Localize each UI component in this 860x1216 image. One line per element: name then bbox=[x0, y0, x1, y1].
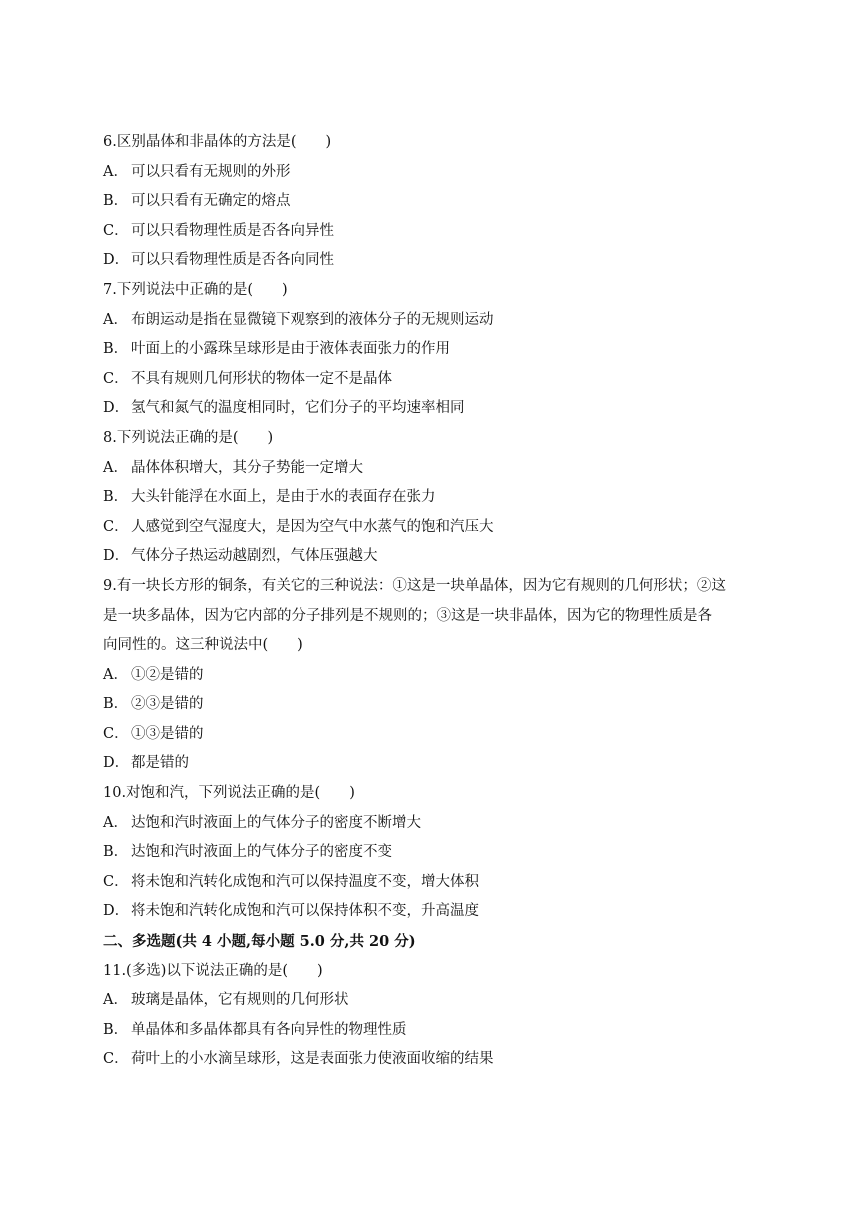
option-text: 晶体体积增大，其分子势能一定增大 bbox=[131, 459, 363, 476]
option-letter: B． bbox=[103, 193, 129, 210]
option-text: 荷叶上的小水滴呈球形，这是表面张力使液面收缩的结果 bbox=[131, 1051, 494, 1068]
option-text: 可以只看物理性质是否各向异性 bbox=[131, 222, 334, 239]
section-heading: 二、多选题(共 4 小题,每小题 5.0 分,共 20 分) bbox=[103, 933, 416, 951]
option-text: 布朗运动是指在显微镜下观察到的液体分子的无规则运动 bbox=[131, 311, 494, 328]
option-text: ②③是错的 bbox=[131, 696, 204, 713]
question-stem-line: 9.有一块长方形的铜条，有关它的三种说法：①这是一块单晶体，因为它有规则的几何形状；②这 bbox=[103, 577, 726, 594]
option-letter: D． bbox=[103, 903, 130, 920]
option-letter: A． bbox=[103, 163, 128, 180]
option-a bbox=[103, 809, 763, 839]
option-c bbox=[103, 720, 763, 750]
option-b bbox=[103, 1016, 763, 1046]
option-text: 玻璃是晶体，它有规则的几何形状 bbox=[131, 992, 349, 1009]
option-letter: C． bbox=[103, 222, 129, 239]
question-stem: 7.下列说法中正确的是( ) bbox=[103, 281, 288, 298]
option-text: 达饱和汽时液面上的气体分子的密度不断增大 bbox=[131, 814, 421, 831]
option-letter: A． bbox=[103, 992, 128, 1009]
question-stem: 11.(多选)以下说法正确的是( ) bbox=[103, 962, 323, 979]
option-letter: C． bbox=[103, 518, 129, 535]
option-letter: D． bbox=[103, 755, 130, 772]
option-a bbox=[103, 986, 763, 1016]
option-b bbox=[103, 838, 763, 868]
option-a bbox=[103, 661, 763, 691]
option-c bbox=[103, 1045, 763, 1075]
option-text: 叶面上的小露珠呈球形是由于液体表面张力的作用 bbox=[131, 341, 450, 358]
option-letter: A． bbox=[103, 666, 128, 683]
option-a bbox=[103, 454, 763, 484]
option-letter: A． bbox=[103, 814, 128, 831]
option-d bbox=[103, 749, 763, 779]
option-letter: C． bbox=[103, 873, 129, 890]
option-letter: D． bbox=[103, 548, 130, 565]
option-text: ①③是错的 bbox=[131, 725, 204, 742]
option-a bbox=[103, 158, 763, 188]
question-stem-line: 是一块多晶体，因为它内部的分子排列是不规则的；③这是一块非晶体，因为它的物理性质是各 bbox=[103, 607, 712, 624]
question-list bbox=[103, 128, 763, 1075]
option-text: 不具有规则几何形状的物体一定不是晶体 bbox=[131, 370, 392, 387]
option-letter: C． bbox=[103, 1051, 129, 1068]
option-text: 大头针能浮在水面上，是由于水的表面存在张力 bbox=[131, 489, 436, 506]
option-c bbox=[103, 217, 763, 247]
option-b bbox=[103, 690, 763, 720]
option-text: 单晶体和多晶体都具有各向异性的物理性质 bbox=[131, 1021, 407, 1038]
option-a bbox=[103, 306, 763, 336]
option-letter: B． bbox=[103, 341, 129, 358]
option-c bbox=[103, 365, 763, 395]
option-c bbox=[103, 868, 763, 898]
option-text: 氢气和氮气的温度相同时，它们分子的平均速率相同 bbox=[131, 400, 465, 417]
question-stem: 8.下列说法正确的是( ) bbox=[103, 429, 274, 446]
question-stem: 10.对饱和汽，下列说法正确的是( ) bbox=[103, 785, 355, 802]
option-letter: B． bbox=[103, 489, 129, 506]
option-letter: D． bbox=[103, 252, 130, 269]
option-text: 人感觉到空气湿度大，是因为空气中水蒸气的饱和汽压大 bbox=[131, 518, 494, 535]
option-letter: B． bbox=[103, 1021, 129, 1038]
option-letter: A． bbox=[103, 459, 128, 476]
option-d bbox=[103, 897, 763, 927]
option-text: 将未饱和汽转化成饱和汽可以保持体积不变，升高温度 bbox=[131, 903, 479, 920]
option-b bbox=[103, 187, 763, 217]
option-letter: B． bbox=[103, 844, 129, 861]
option-text: 都是错的 bbox=[131, 755, 189, 772]
option-text: ①②是错的 bbox=[131, 666, 204, 683]
option-letter: C． bbox=[103, 725, 129, 742]
option-text: 达饱和汽时液面上的气体分子的密度不变 bbox=[131, 844, 392, 861]
option-text: 可以只看有无规则的外形 bbox=[131, 163, 291, 180]
option-text: 可以只看有无确定的熔点 bbox=[131, 193, 291, 210]
question-stem: 6.区别晶体和非晶体的方法是( ) bbox=[103, 134, 332, 150]
option-d bbox=[103, 394, 763, 424]
option-letter: D． bbox=[103, 400, 130, 417]
option-text: 将未饱和汽转化成饱和汽可以保持温度不变，增大体积 bbox=[131, 873, 479, 890]
option-b bbox=[103, 335, 763, 365]
option-text: 可以只看物理性质是否各向同性 bbox=[131, 252, 334, 269]
question-stem-line: 向同性的。这三种说法中( ) bbox=[103, 637, 303, 654]
option-letter: A． bbox=[103, 311, 128, 328]
option-b bbox=[103, 483, 763, 513]
option-d bbox=[103, 542, 763, 572]
option-c bbox=[103, 513, 763, 543]
option-text: 气体分子热运动越剧烈，气体压强越大 bbox=[131, 548, 378, 565]
option-letter: C． bbox=[103, 370, 129, 387]
option-d bbox=[103, 246, 763, 276]
option-letter: B． bbox=[103, 696, 129, 713]
